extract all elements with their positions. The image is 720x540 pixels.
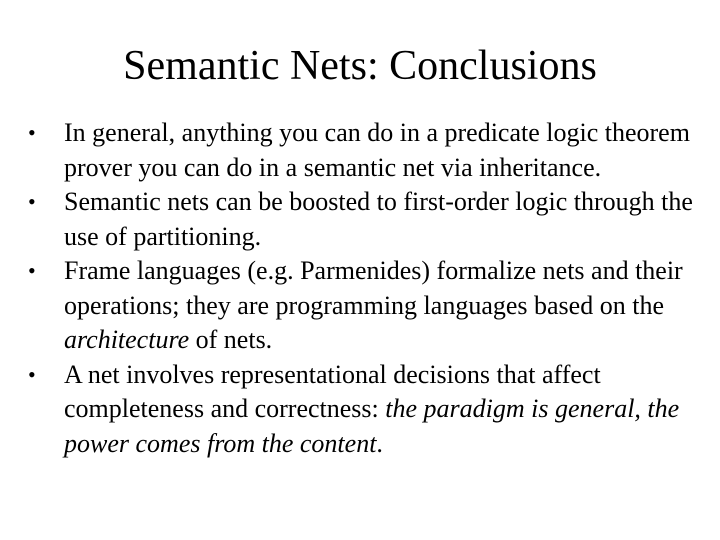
bullet-text: Frame languages (e.g. Parmenides) formalize nets and their operations; they are programming languages based on the — [64, 256, 683, 320]
bullet-item — [26, 116, 706, 185]
bullet-icon: • — [28, 120, 36, 145]
bullet-icon: • — [28, 258, 36, 283]
bullet-text: of nets. — [189, 325, 273, 354]
bullet-text: In general, anything you can do in a predicate logic theorem prover you can do in a semantic net via inheritance. — [64, 118, 690, 182]
bullet-item — [26, 185, 706, 254]
bullet-list — [26, 116, 706, 461]
bullet-item — [26, 254, 706, 358]
bullet-text: Semantic nets can be boosted to first-order logic through the use of partitioning. — [64, 187, 693, 251]
slide-title: Semantic Nets: Conclusions — [123, 43, 597, 89]
bullet-text: . — [376, 428, 383, 458]
bullet-emphasis: the paradigm is general, the power comes from the content — [64, 394, 680, 458]
bullet-text: A net involves representational decisions that affect completeness and correctness: — [64, 359, 601, 423]
bullet-item — [26, 358, 706, 462]
bullet-icon: • — [28, 189, 36, 214]
bullet-emphasis: architecture — [64, 325, 190, 354]
bullet-icon: • — [28, 361, 36, 387]
